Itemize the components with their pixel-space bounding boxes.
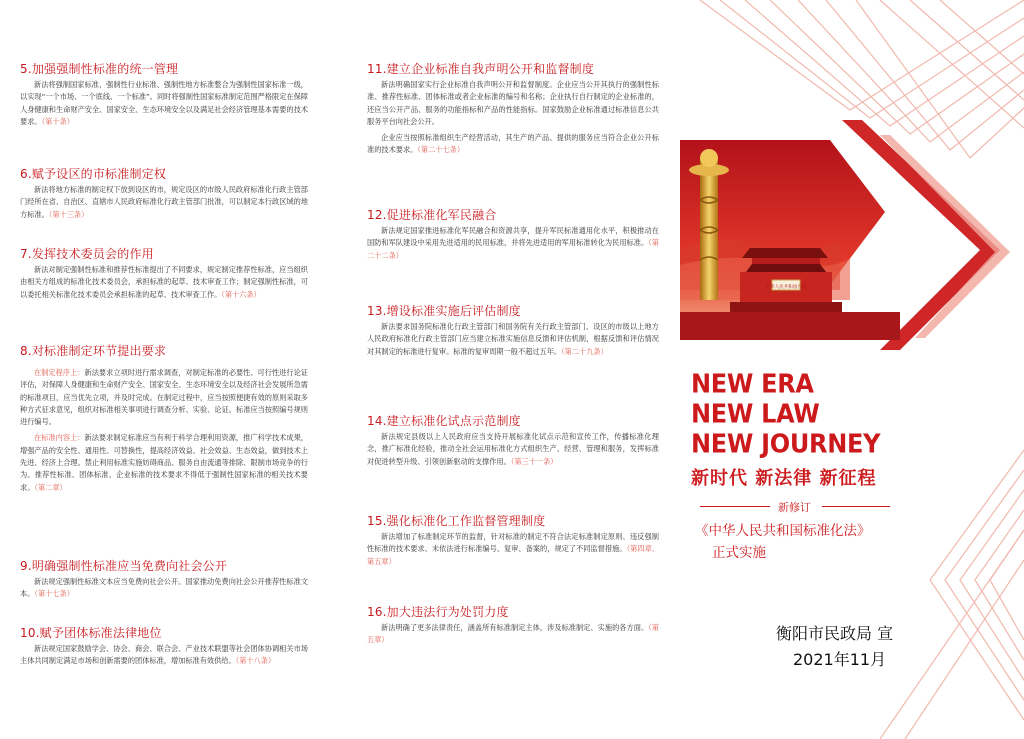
subtitle-divider-right: [822, 506, 890, 507]
tiananmen-hero-image: [680, 140, 900, 340]
article-reference: （第十八条）: [235, 656, 276, 666]
section-body-2: 企业应当按照标准组织生产经营活动，其生产的产品、提供的服务应当符合企业公开标准的技术要求。（第二十七条）: [367, 133, 659, 155]
chinese-slogan: 新时代 新法律 新征程: [691, 468, 877, 489]
article-reference: （第二十二条）: [367, 238, 659, 260]
section-body-procedure: 在制定程序上：新法要求立项时进行需求调查，对制定标准的必要性、可行性进行论证评估，对保障人身健康和生命财产安全、国家安全、生态环境安全以及经济社会发展所急需的标准项目，应当优先立项，并及时完成。在制定过程中，应当按照便捷有效的原则采取多种方式征求意见，组织对标准相关事项进行调查分析、实验、论证。标准应当按照编号规则进行编号。: [20, 368, 308, 427]
section-heading: 6.赋予设区的市标准制定权: [20, 167, 167, 181]
section-heading: 12.促进标准化军民融合: [367, 208, 497, 222]
section-heading: 9.明确强制性标准应当免费向社会公开: [20, 559, 228, 573]
slogan-line-new-law: NEW LAW: [691, 398, 820, 430]
article-reference: （第十三条）: [48, 209, 89, 219]
section-10: [20, 626, 308, 668]
section-14: [367, 414, 659, 468]
section-body: 新法规定国家鼓励学会、协会、商会、联合会、产业技术联盟等社会团体协调相关市场主体共同制定满足市场和创新需要的团体标准，增加标准有效供给。（第十八条）: [20, 644, 308, 666]
section-body: 新法规定强制性标准文本应当免费向社会公开。国家推动免费向社会公开推荐性标准文本。（第十七条）: [20, 577, 308, 599]
section-8: [20, 344, 308, 494]
section-body: 新法规定县级以上人民政府应当支持开展标准化试点示范和宣传工作，传播标准化理念，推广标准化经验，推动全社会运用标准化方式组织生产、经营、管理和服务，发挥标准对促进转型升级、引领创新驱动的支撑作用。（第三十一条）: [367, 432, 659, 466]
law-title: 《中华人民共和国标准化法》: [695, 523, 871, 539]
section-9: [20, 559, 308, 601]
section-6: [20, 167, 308, 221]
article-reference: （第十七条）: [34, 589, 74, 599]
article-reference: （第二十九条）: [561, 346, 608, 356]
section-11: [367, 62, 659, 157]
article-reference: （第四章、第五章）: [367, 544, 659, 566]
section-13: [367, 304, 659, 358]
section-5: [20, 62, 308, 128]
subtitle-text: 新修订: [778, 501, 811, 514]
article-reference: （第二章）: [34, 482, 67, 492]
left-panel: [0, 0, 340, 739]
section-heading: 11.建立企业标准自我声明公开和监督制度: [367, 62, 595, 76]
middle-panel: [340, 0, 680, 739]
section-heading: 5.加强强制性标准的统一管理: [20, 62, 179, 76]
huabiao-pillar: [700, 160, 718, 300]
section-heading: 10.赋予团体标准法律地位: [20, 626, 162, 640]
section-15: [367, 514, 659, 568]
law-effective-text: 正式实施: [712, 545, 766, 561]
article-reference: （第十六条）: [221, 289, 261, 299]
section-body: 新法将地方标准的制定权下放到设区的市，规定设区的市级人民政府标准化行政主管部门经所在省、自治区、直辖市人民政府标准化行政主管部门批准，可以制定本行政区域的地方标准。（第十三条）: [20, 185, 308, 219]
issue-date: 2021年11月: [793, 650, 887, 669]
section-body: 新法要求国务院标准化行政主管部门和国务院有关行政主管部门、设区的市级以上地方人民政府标准化行政主管部门应当建立标准实施信息反馈和评估机制，根据反馈和评估情况对其制定的标准进行复审。标准的复审周期一般不超过五年。（第二十九条）: [367, 322, 659, 356]
section-7: [20, 247, 308, 301]
plaque-text: 中华人民共和国万岁: [765, 285, 807, 290]
section-body: 新法对制定强制性标准和推荐性标准提出了不同要求，规定制定推荐性标准，应当组织由相关方组成的标准化技术委员会，承担标准的起草、技术审查工作；制定强制性标准，可以委托相关标准化技术委员会承担标准的起草、技术审查工作。（第十六条）: [20, 265, 308, 299]
subtitle-row: [700, 499, 890, 513]
section-16: [367, 605, 659, 647]
gate-tower: [730, 248, 842, 312]
slogan-line-new-journey: NEW JOURNEY: [691, 428, 881, 460]
section-heading: 7.发挥技术委员会的作用: [20, 247, 154, 261]
slogan-line-new-era: NEW ERA: [691, 368, 814, 400]
section-body: 新法将强制国家标准、强制性行业标准、强制性地方标准整合为强制性国家标准一级，以实现“一个市场、一个底线、一个标准”。同时将强制性国家标准制定范围严格限定在保障人身健康和生命财产安全、国家安全、生态环境安全以及满足社会经济管理基本需要的技术要求。（第十条）: [20, 80, 308, 126]
section-body: 新法明确了更多法律责任，涵盖所有标准制定主体，涉及标准制定、实施的各方面。（第五章）: [367, 623, 659, 645]
english-slogan: [691, 369, 891, 459]
section-heading: 14.建立标准化试点示范制度: [367, 414, 521, 428]
section-12: [367, 208, 659, 262]
section-body-content: 在标准内容上：新法要求制定标准应当有利于科学合理利用资源，推广科学技术成果，增强产品的安全性、通用性、可替换性，提高经济效益、社会效益、生态效益，做到技术上先进、经济上合理。禁止利用标准实施妨碍商品、服务自由流通等排除、限制市场竞争的行为。推荐性标准、团体标准、企业标准的技术要求不得低于强制性国家标准的相关技术要求。（第二章）: [20, 433, 308, 492]
section-heading: 16.加大违法行为处罚力度: [367, 605, 509, 619]
issuer: 衡阳市民政局 宣: [776, 624, 894, 643]
article-reference: （第十条）: [41, 116, 74, 126]
article-reference: （第五章）: [367, 623, 659, 645]
tiananmen-illustration: [680, 140, 900, 340]
section-body: 新法增加了标准制定环节的监督，针对标准的制定不符合法定标准制定原则、违反强制性标准的技术要求、未依法进行标准编号、复审、备案的，规定了不同监督措施。（第四章、第五章）: [367, 532, 659, 566]
section-body: 新法明确国家实行企业标准自我声明公开和监督制度。企业应当公开其执行的强制性标准、推荐性标准、团体标准或者企业标准的编号和名称；企业执行自行制定的企业标准的，还应当公开产品、服务的功能指标和产品的性能指标。国家鼓励企业标准通过标准信息公共服务平台向社会公开。: [367, 80, 659, 126]
subtitle-divider-left: [700, 506, 770, 507]
section-body: 新法规定国家推进标准化军民融合和资源共享，提升军民标准通用化水平，积极推动在国防和军队建设中采用先进适用的民用标准，并将先进适用的军用标准转化为民用标准。（第二十二条）: [367, 226, 659, 260]
section-heading: 15.强化标准化工作监督管理制度: [367, 514, 546, 528]
section-heading: 8.对标准制定环节提出要求: [20, 344, 167, 358]
section-heading: 13.增设标准实施后评估制度: [367, 304, 521, 318]
article-reference: （第三十一条）: [510, 456, 558, 466]
article-reference: （第二十七条）: [417, 145, 465, 155]
